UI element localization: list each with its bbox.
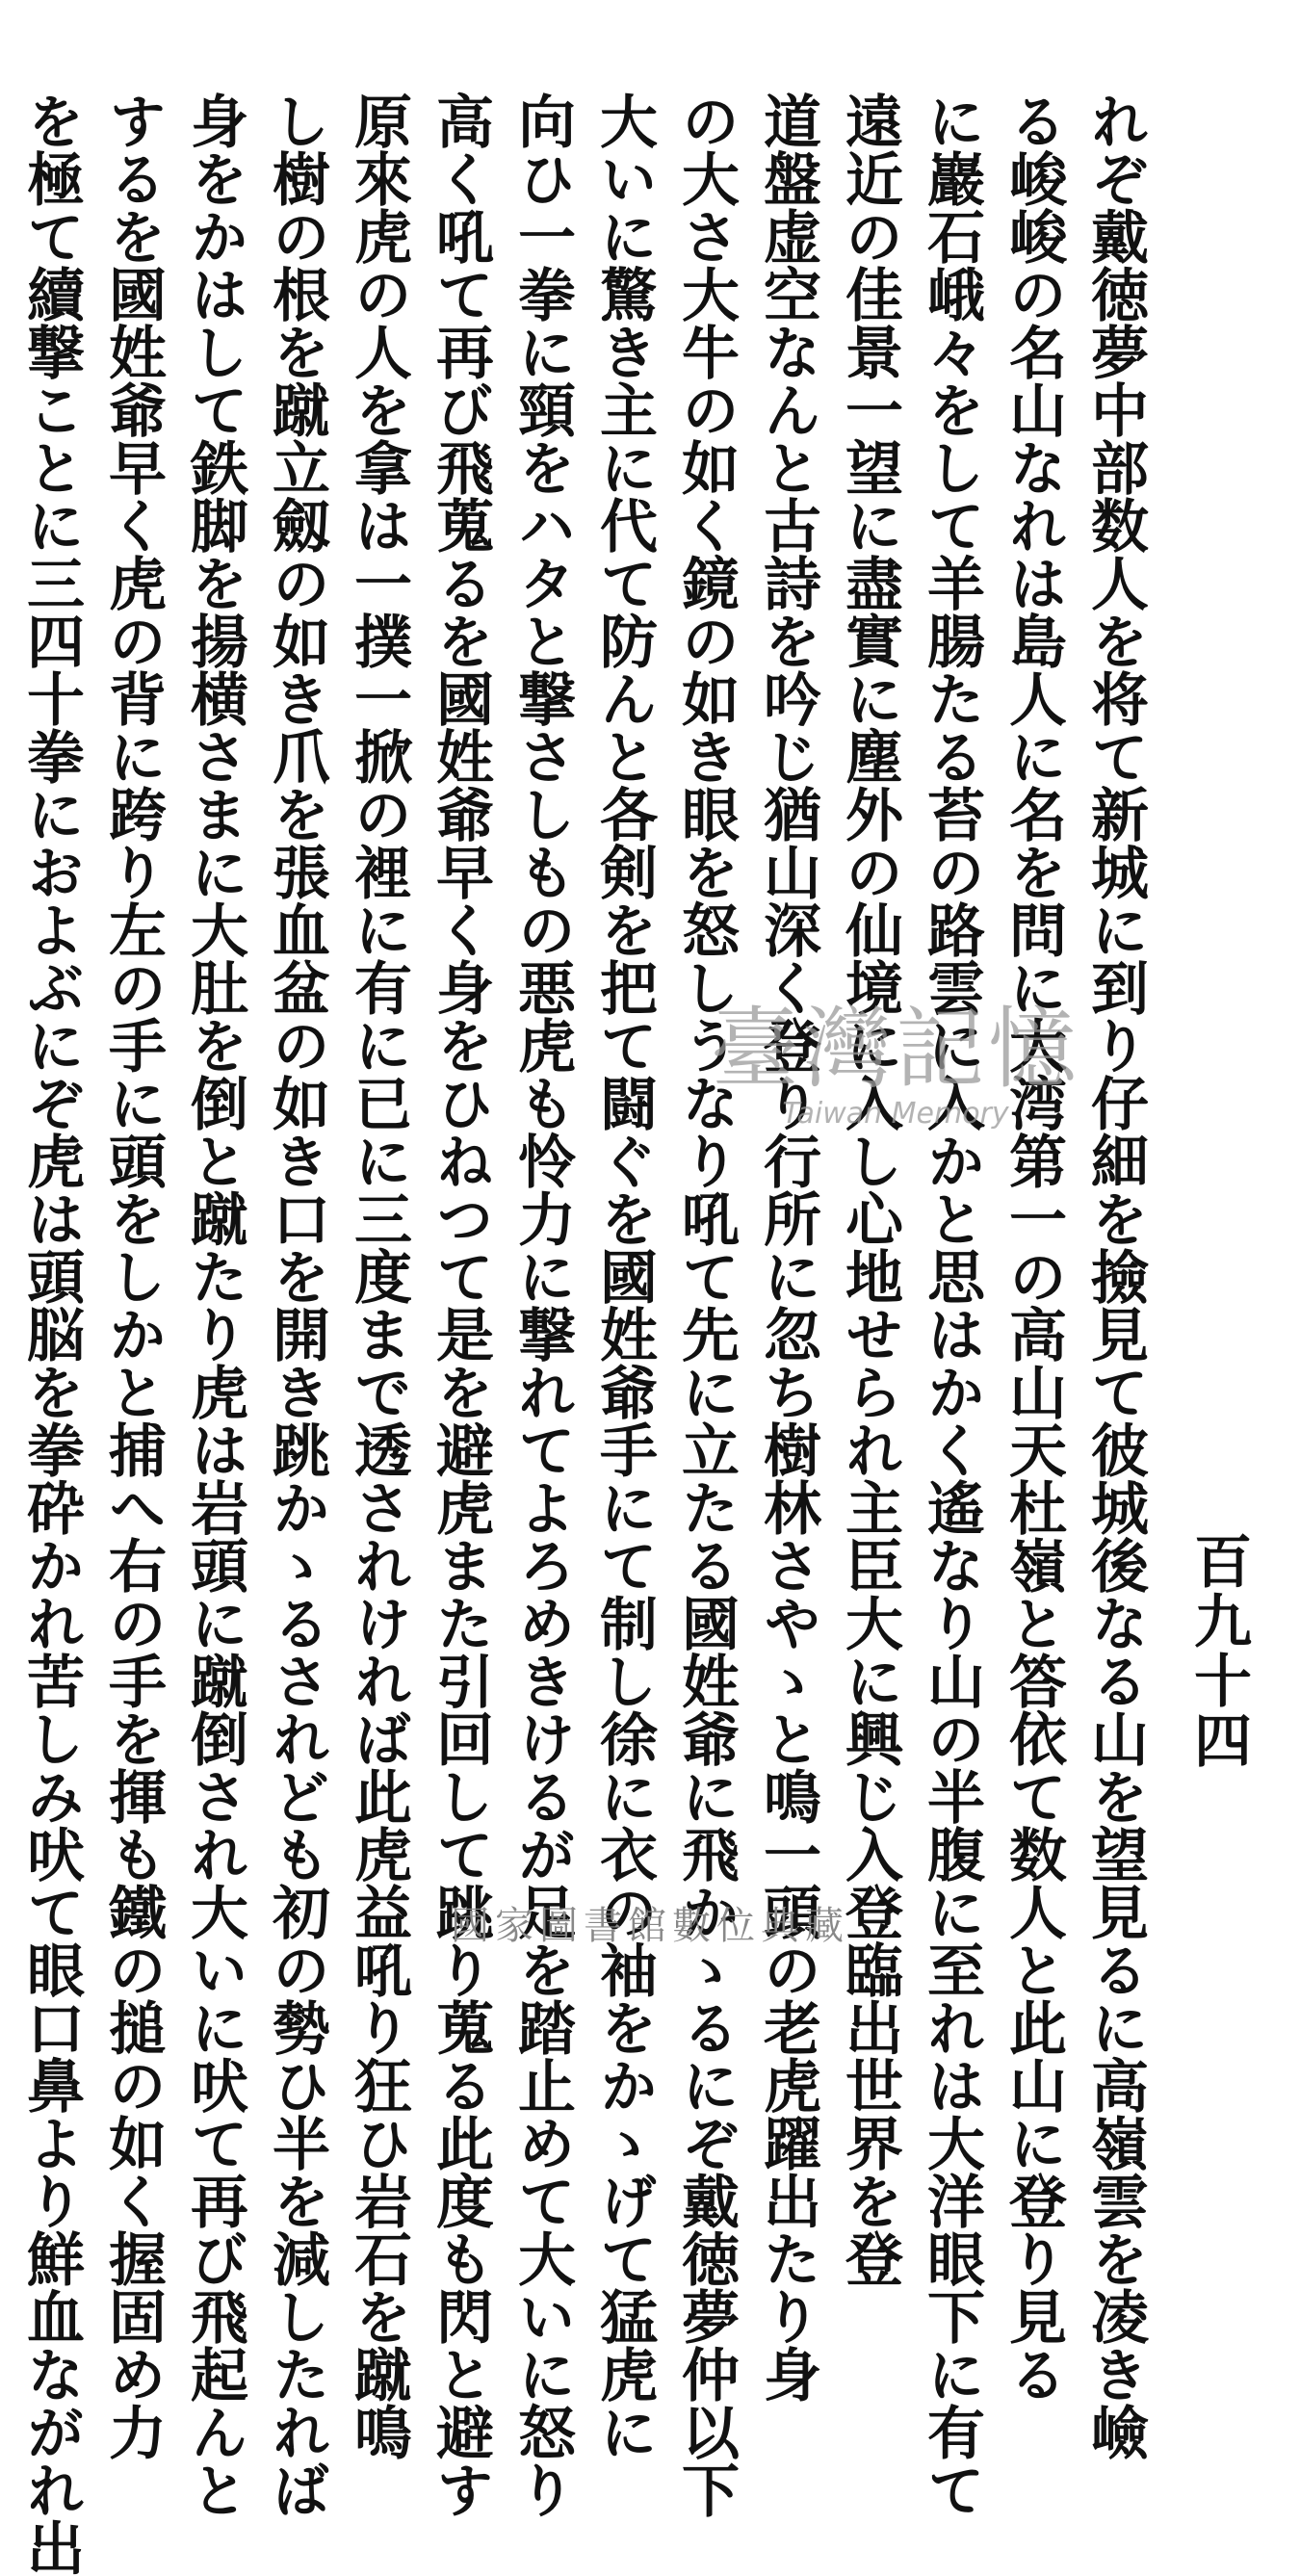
watermark-subtitle: Taiwan Memory <box>782 1097 1009 1131</box>
watermark <box>703 998 1088 1146</box>
watermark-title: 臺灣記憶 <box>710 998 1080 1101</box>
text-line-13: するを國姓爺早く虎の背に跨り左の手に頭をしかと捕へ右の手を揮も鐵の搥の如く握固め力 <box>99 91 167 2460</box>
footer-credit: 國家圖書館數位典藏 <box>451 1904 849 1948</box>
text-line-12: 身をかはして鉄脚を揚横さまに大肚を倒と蹴たり虎は岩頭に蹴倒され大いに吠て再び飛起んと <box>181 91 248 2518</box>
text-line-14: を極て續撃ことに三四十拳におよぶにぞ虎は頭脳を拳砕かれ苦しみ吠て眼口鼻より鮮血ながれ出 <box>17 91 85 2576</box>
text-line-1: れぞ戴徳夢中部数人を将て新城に到り仔細を撿見て彼城後なる山を望見るに高嶺雲を凌き嶮 <box>1081 91 1149 2460</box>
text-line-5: 道盤虚空なんと古詩を吟じ猶山深く登り行所に忽ち樹林さやゝと鳴一頭の老虎躍出たり身 <box>754 91 821 2403</box>
text-line-4: 遠近の佳景一望に盡實に塵外の仙境に入し心地せられ主臣大に興じ入登臨出世界を登 <box>836 91 903 2287</box>
text-line-2: る峻峻の名山なれは島人に名を問に大湾第一の高山天杜嶺と答依て数人と此山に登り見る <box>1000 91 1067 2403</box>
text-line-10: 原來虎の人を拿は一撲一掀の裡に有に已に三度まで透されければ此虎益吼り狂ひ岩石を蹴鳴 <box>345 91 412 2460</box>
text-line-8: 向ひ一拳に頸をハタと撃さしもの悪虎も怜力に撃れてよろめきけるが足を踏止めて大いに怒り <box>508 91 576 2518</box>
text-line-3: に巖石峨々をして羊腸たる苔の路雲に入かと思はかく遙なり山の半腹に至れは大洋眼下に有て <box>918 91 985 2518</box>
text-line-7: 大いに驚き主に代て防んと各剣を把て闘ぐを國姓爺手にて制し徐に衣の袖をかゝげて猛虎に <box>590 91 658 2460</box>
page-number: 百九十四 <box>1184 1531 1252 1770</box>
text-line-9: 高く吼て再び飛蒐るを國姓爺早く身をひねつて是を避虎また引回して跳り蒐る此度も閃と避す <box>427 91 494 2518</box>
text-line-11: し樹の根を蹴立劔の如き爪を張血盆の如き口を開き跳かゝるされども初の勢ひ半を減したれば <box>263 91 330 2518</box>
text-line-6: の大さ大牛の如く鏡の如き眼を怒しうなり吼て先に立たる國姓爺に飛かゝるにぞ戴徳夢仲以下 <box>672 91 740 2518</box>
